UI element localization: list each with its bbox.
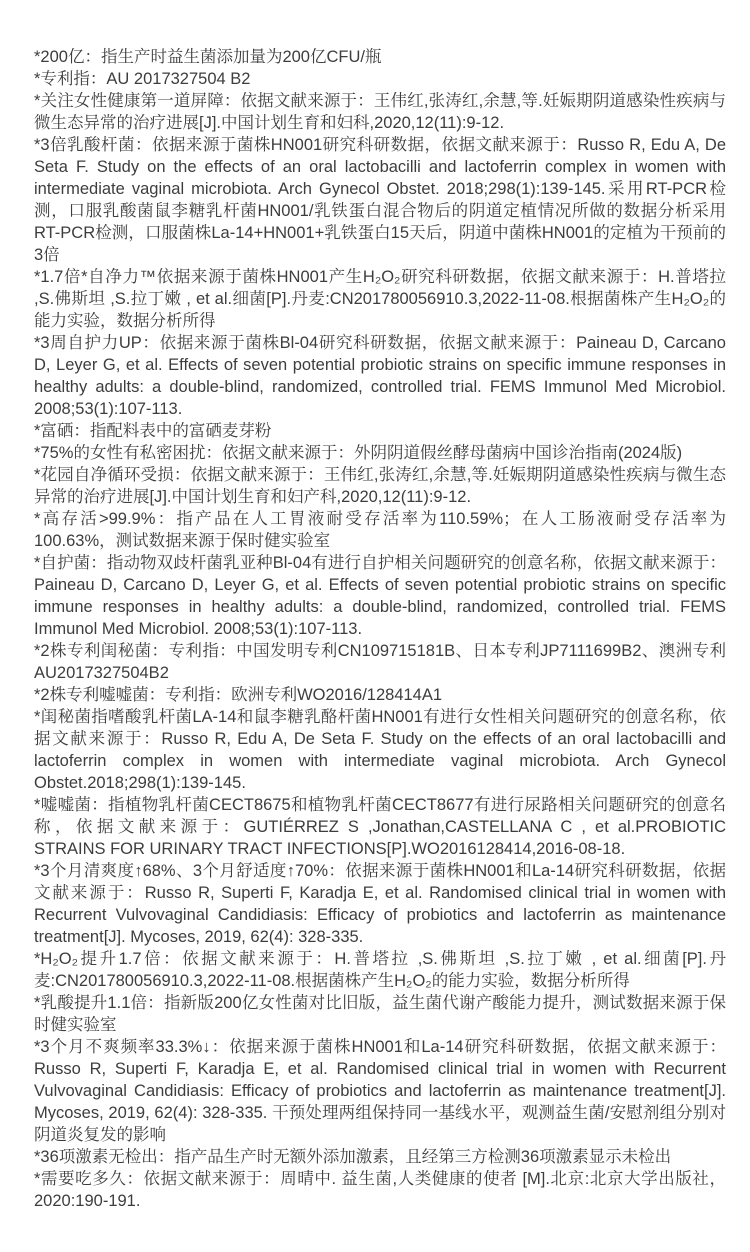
footnote-item: *36项激素无检出：指产品生产时无额外添加激素，且经第三方检测36项激素显示未检出 [34,1148,672,1166]
footnote-item: *2株专利嘘嘘菌：专利指：欧洲专利WO2016/128414A1 [34,686,443,704]
footnote-item: *3倍乳酸杆菌：依据来源于菌株HN001研究科研数据，依据文献来源于：Russo R, Edu A, De Seta F. Study on the effects of an oral lactobacilli and lactoferrin complex in women with intermediate vaginal microbiota. Arch Gynecol Obstet. 2018;298(1):139-145.采用RT-PCR检测，口服乳酸菌鼠李糖乳杆菌HN001/乳铁蛋白混合物后的阴道定植情况所做的数据分析采用RT-PCR检测，口服菌株La-14+HN001+乳铁蛋白15天后，阴道中菌株HN001的定植为干预前的3倍 [34,136,726,264]
footnote-item: *2株专利闺秘菌：专利指：中国发明专利CN109715181B、日本专利JP7111699B2、澳洲专利AU2017327504B2 [34,642,726,682]
footnote-item: *高存活>99.9%：指产品在人工胃液耐受存活率为110.59%；在人工肠液耐受存活率为100.63%，测试数据来源于保时健实验室 [34,510,726,550]
footnote-item: *200亿：指生产时益生菌添加量为200亿CFU/瓶 [34,48,382,66]
footnote-item: *花园自净循环受损：依据文献来源于：王伟红,张涛红,余慧,等.妊娠期阴道感染性疾病与微生态异常的治疗进展[J].中国计划生育和妇产科,2020,12(11):9-12. [34,466,726,506]
footnote-item: *需要吃多久：依据文献来源于：周晴中. 益生菌,人类健康的使者 [M].北京:北京大学出版社，2020:190-191. [34,1170,726,1210]
footnote-item: *3周自护力UP：依据来源于菌株Bl-04研究科研数据，依据文献来源于：Paineau D, Carcano D, Leyer G, et al. Effects of seven potential probiotic strains on specific immune responses in healthy adults: a double-blind, randomized, controlled trial. FEMS Immunol Med Microbiol. 2008;53(1):107-113. [34,334,726,418]
footnote-item: *专利指：AU 2017327504 B2 [34,70,251,88]
footnote-item: *H₂O₂提升1.7倍：依据文献来源于：H.普塔拉 ,S.佛斯坦 ,S.拉丁嫩 , et al.细菌[P].丹麦:CN201780056910.3,2022-11-08.根据菌株产生H₂O₂的能力实验，数据分析所得 [34,950,726,990]
footnote-item: *3个月不爽频率33.3%↓：依据来源于菌株HN001和La-14研究科研数据，依据文献来源于：Russo R, Superti F, Karadja E, et al. Randomised clinical trial in women with Recurrent Vulvovaginal Candidiasis: Efficacy of probiotics and lactoferrin as maintenance treatment[J]. Mycoses, 2019, 62(4): 328-335. 干预处理两组保持同一基线水平，观测益生菌/安慰剂组分别对阴道炎复发的影响 [34,1038,726,1144]
footnote-item: *75%的女性有私密困扰：依据文献来源于：外阴阴道假丝酵母菌病中国诊治指南(2024版) [34,444,683,462]
footnote-item: *富硒：指配料表中的富硒麦芽粉 [34,422,272,440]
footnote-item: *自护菌：指动物双歧杆菌乳亚种Bl-04有进行自护相关问题研究的创意名称，依据文献来源于：Paineau D, Carcano D, Leyer G, et al. Effects of seven potential probiotic strains on specific immune responses in healthy adults: a double-blind, randomized, controlled trial. FEMS Immunol Med Microbiol. 2008;53(1):107-113. [34,554,726,638]
footnote-item: *闺秘菌指嗜酸乳杆菌LA-14和鼠李糖乳酪杆菌HN001有进行女性相关问题研究的创意名称，依据文献来源于：Russo R, Edu A, De Seta F. Study on the effects of an oral lactobacilli and lactoferrin complex in women with intermediate vaginal microbiota. Arch Gynecol Obstet.2018;298(1):139-145. [34,708,726,792]
footnote-item: *1.7倍*自净力™依据来源于菌株HN001产生H₂O₂研究科研数据，依据文献来源于：H.普塔拉 ,S.佛斯坦 ,S.拉丁嫩 , et al.细菌[P].丹麦:CN201780056910.3,2022-11-08.根据菌株产生H₂O₂的能力实验，数据分析所得 [34,268,726,330]
footnote-item: *关注女性健康第一道屏障：依据文献来源于：王伟红,张涛红,余慧,等.妊娠期阴道感染性疾病与微生态异常的治疗进展[J].中国计划生育和妇科,2020,12(11):9-12. [34,92,726,132]
footnote-item: *嘘嘘菌：指植物乳杆菌CECT8675和植物乳杆菌CECT8677有进行尿路相关问题研究的创意名称，依据文献来源于：GUTIÉRREZ S ,Jonathan,CASTELLANA C , et al.PROBIOTIC STRAINS FOR URINARY TRACT INFECTIONS[P].WO2016128414,2016-08-18. [34,796,726,858]
footnote-item: *3个月清爽度↑68%、3个月舒适度↑70%：依据来源于菌株HN001和La-14研究科研数据，依据文献来源于：Russo R, Superti F, Karadja E, et al. Randomised clinical trial in women with Recurrent Vulvovaginal Candidiasis: Efficacy of probiotics and lactoferrin as maintenance treatment[J]. Mycoses, 2019, 62(4): 328-335. [34,862,726,946]
footnote-item: *乳酸提升1.1倍：指新版200亿女性菌对比旧版，益生菌代谢产酸能力提升，测试数据来源于保时健实验室 [34,994,726,1034]
